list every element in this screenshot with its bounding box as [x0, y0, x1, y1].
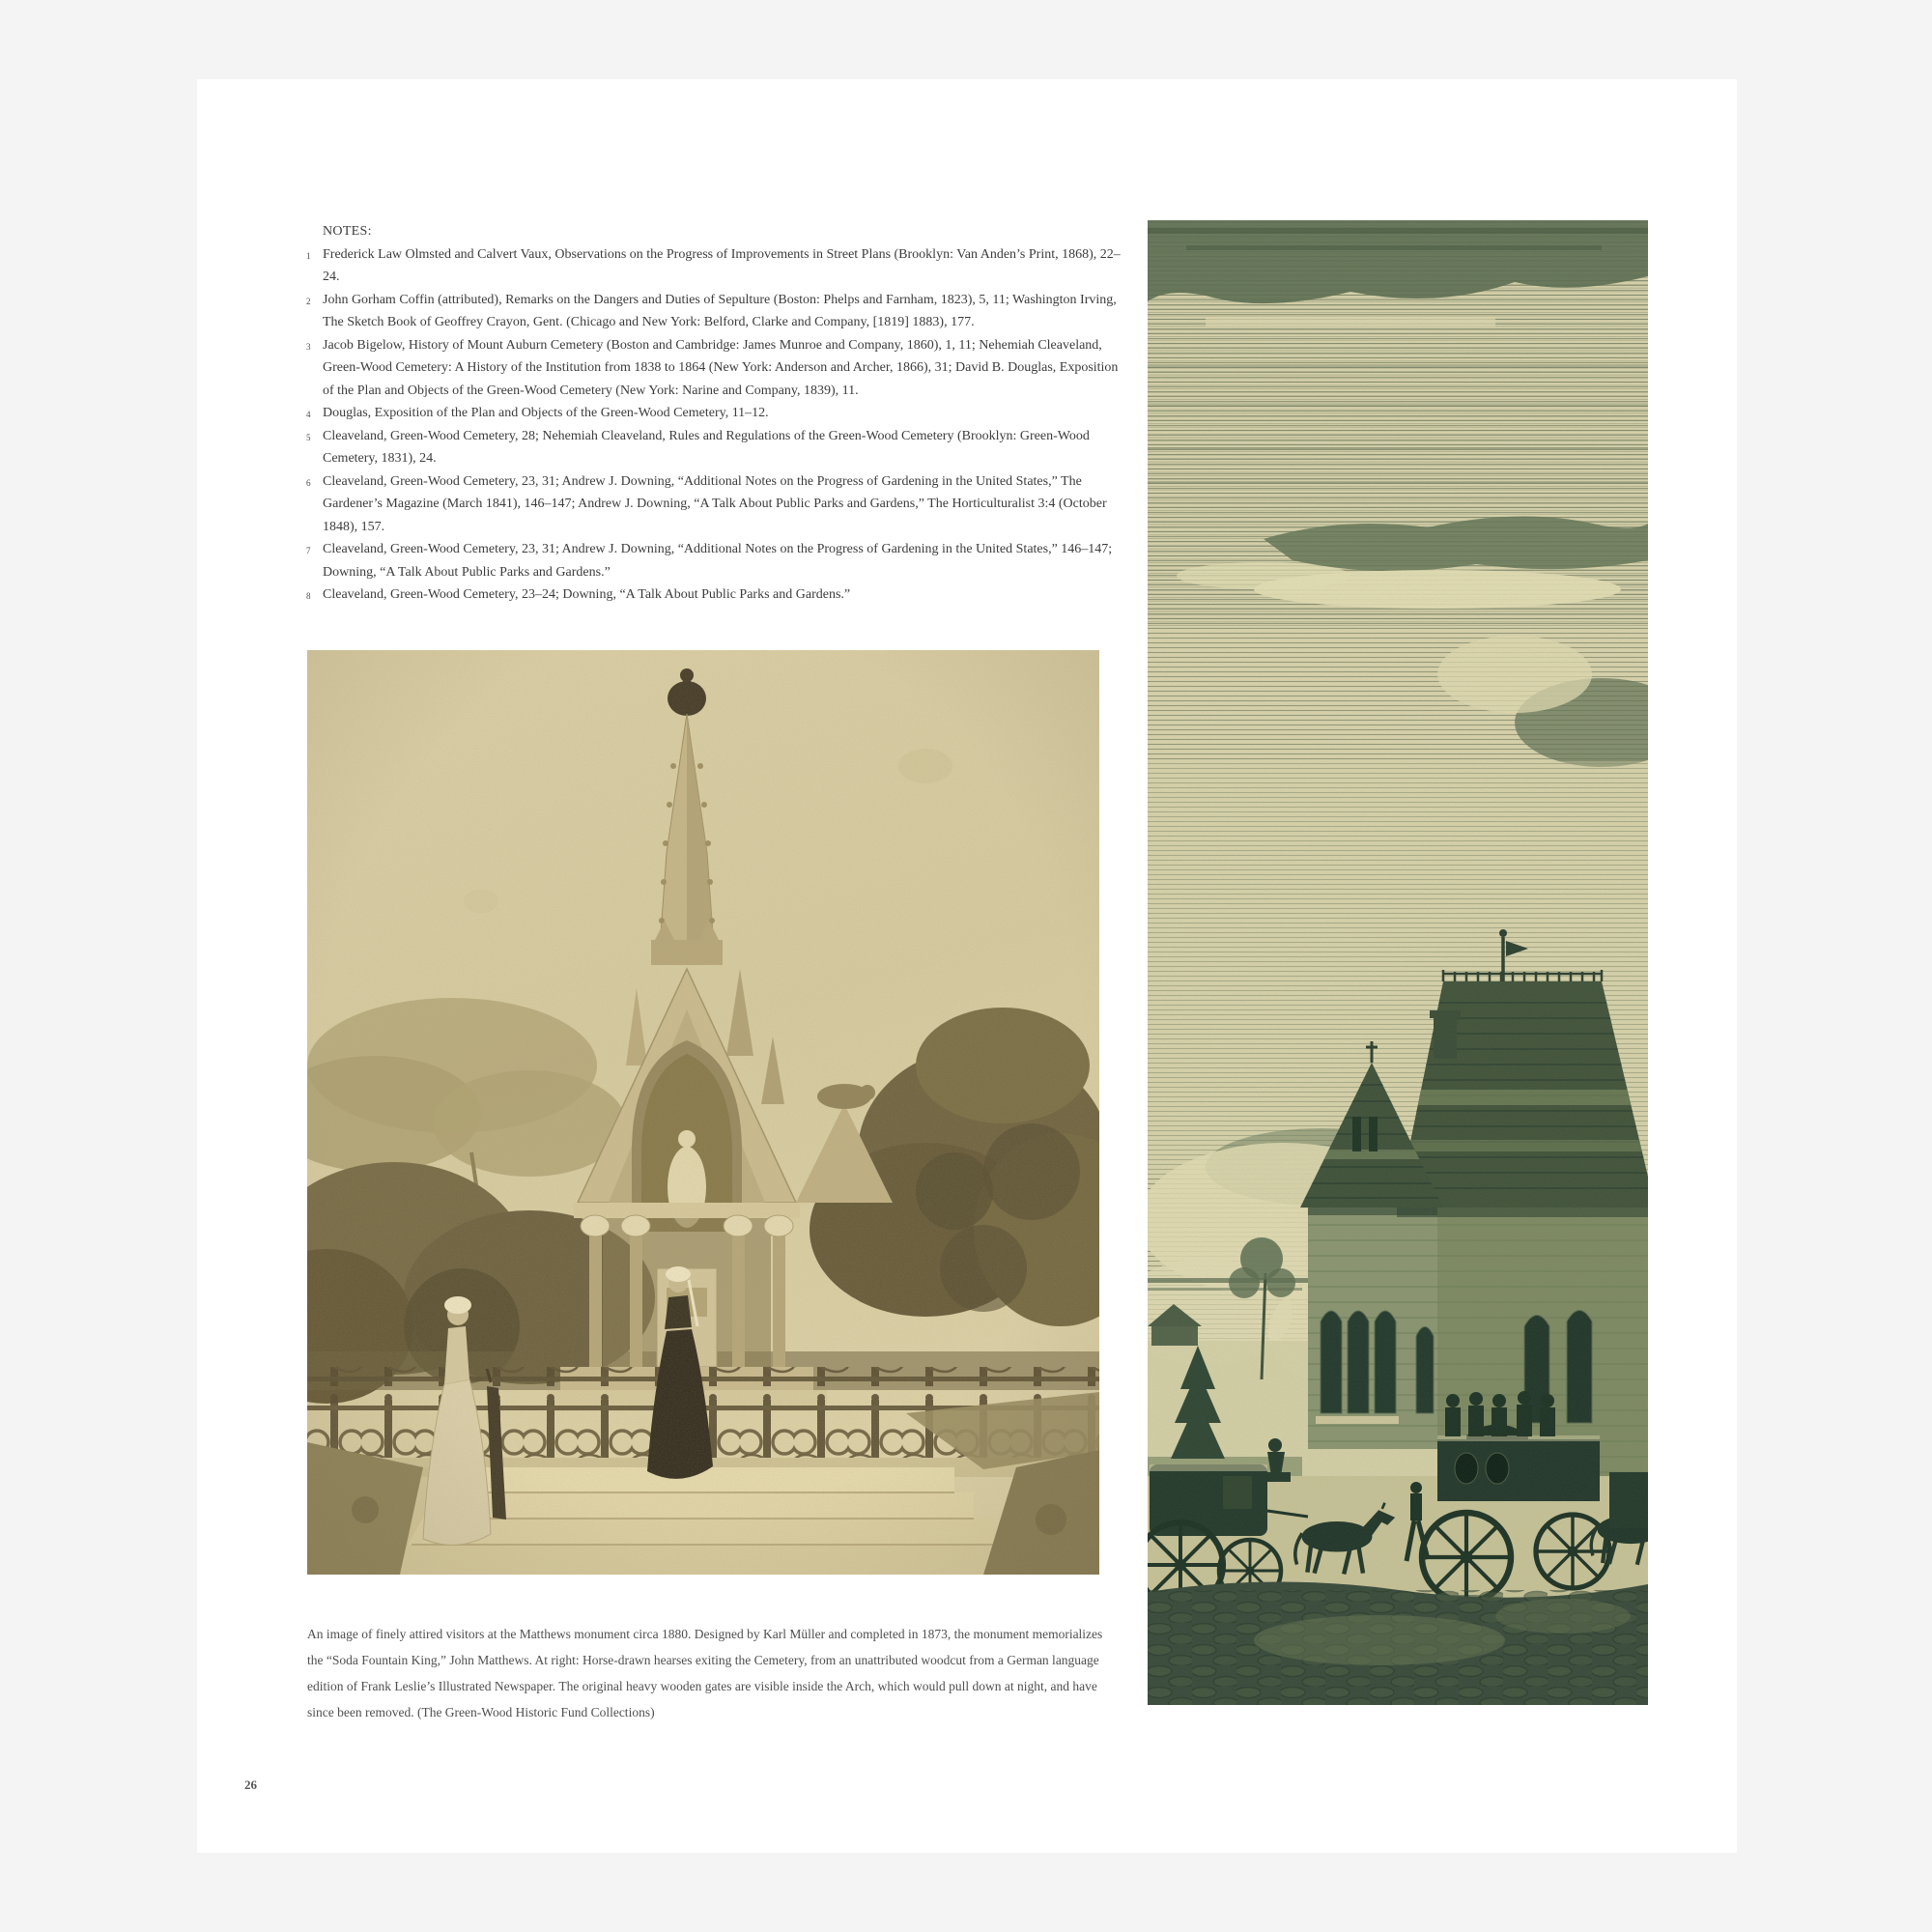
note-item	[299, 425, 1132, 470]
notes-heading: NOTES:	[323, 224, 372, 239]
note-text: Cleaveland, Green-Wood Cemetery, 28; Nehemiah Cleaveland, Rules and Regulations of the Green-Wood Cemetery (Brooklyn: Green-Wood Cemetery, 1831), 24.	[323, 428, 1090, 466]
note-text: Jacob Bigelow, History of Mount Auburn Cemetery (Boston and Cambridge: James Munroe and Company, 1860), 1, 11; Nehemiah Cleaveland, Green-Wood Cemetery: A History of the Institution from 1838 to 1864 (New York: Anderson and Archer, 1866), 31; David B. Douglas, Exposition of the Plan and Objects of the Green-Wood Cemetery (New York: Narine and Company, 1839), 11.	[323, 337, 1119, 398]
photo-grain	[307, 650, 1099, 1575]
note-number: 3	[306, 341, 311, 352]
note-number: 4	[306, 410, 311, 419]
note-text: Cleaveland, Green-Wood Cemetery, 23–24; Downing, “A Talk About Public Parks and Gardens.”	[323, 587, 851, 602]
note-number: 6	[306, 477, 311, 488]
notes-list	[299, 243, 1132, 607]
note-number: 8	[306, 591, 311, 601]
engraving-grain	[1148, 220, 1648, 1705]
note-number: 1	[306, 250, 311, 261]
notes-section	[299, 220, 1132, 607]
note-text: Cleaveland, Green-Wood Cemetery, 23, 31; Andrew J. Downing, “Additional Notes on the Progress of Gardening in the United States,” The Gardener’s Magazine (March 1841), 146–147; Andrew J. Downing, “A Talk About Public Parks and Gardens,” The Horticulturalist 3:4 (October 1848), 157.	[323, 473, 1107, 534]
note-item	[299, 289, 1132, 334]
page-number: 26	[244, 1777, 257, 1792]
note-number: 7	[306, 546, 311, 555]
hearses-engraving	[1148, 220, 1648, 1705]
note-text: Douglas, Exposition of the Plan and Objects of the Green-Wood Cemetery, 11–12.	[323, 406, 769, 420]
note-text: John Gorham Coffin (attributed), Remarks on the Dangers and Duties of Sepulture (Boston: Phelps and Farnham, 1823), 5, 11; Washington Irving, The Sketch Book of Geoffrey Crayon, Gent. (Chicago and New York: Belford, Clarke and Company, [1819] 1883), 177.	[323, 292, 1117, 329]
note-item	[299, 470, 1132, 539]
matthews-monument-photo	[307, 650, 1099, 1575]
image-caption: An image of finely attired visitors at the Matthews monument circa 1880. Designed by Karl Müller and completed in 1873, the monument memorializes the “Soda Fountain King,” John Matthews. At right: Horse-drawn hearses exiting the Cemetery, from an unattributed woodcut from a German language edition of Frank Leslie’s Illustrated Newspaper. The original heavy wooden gates are visible inside the Arch, which would pull down at night, and have since been removed. (The Green-Wood Historic Fund Collections)	[307, 1627, 1103, 1719]
note-number: 2	[306, 296, 311, 306]
book-page	[197, 79, 1737, 1853]
note-item	[299, 334, 1132, 403]
note-number: 5	[306, 432, 311, 442]
note-text: Frederick Law Olmsted and Calvert Vaux, Observations on the Progress of Improvements in Street Plans (Brooklyn: Van Anden’s Print, 1868), 22–24.	[323, 246, 1121, 284]
note-item	[299, 402, 1132, 425]
note-item	[299, 538, 1132, 583]
note-text: Cleaveland, Green-Wood Cemetery, 23, 31; Andrew J. Downing, “Additional Notes on the Progress of Gardening in the United States,” 146–147; Downing, “A Talk About Public Parks and Gardens.”	[323, 542, 1113, 580]
note-item	[299, 583, 1132, 607]
note-item	[299, 243, 1132, 289]
